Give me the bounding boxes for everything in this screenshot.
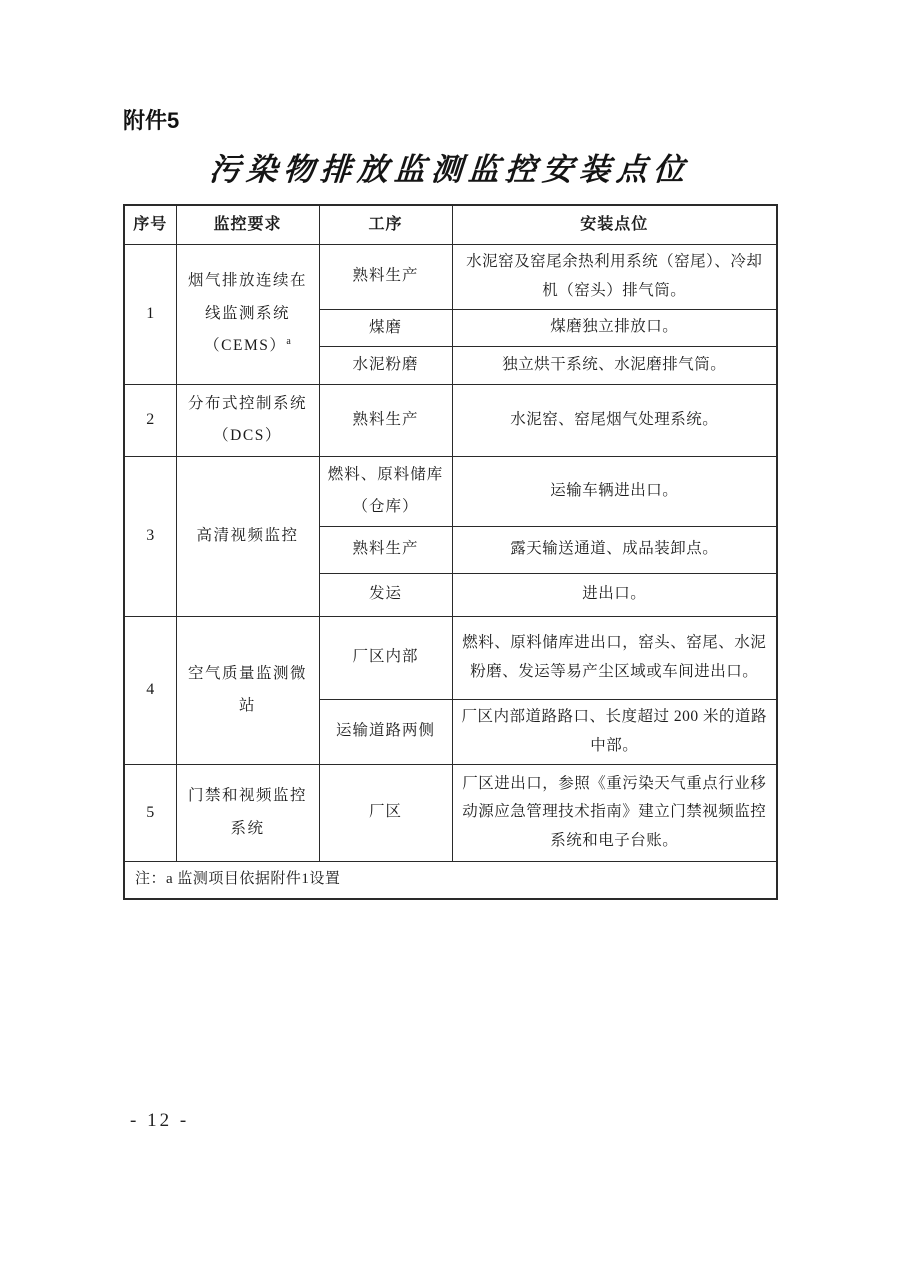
points-cell: 厂区内部道路路口、长度超过 200 米的道路中部。 [452, 699, 777, 764]
serial-cell-3: 3 [124, 456, 176, 616]
header-cell-points: 安装点位 [452, 205, 777, 244]
points-cell: 独立烘干系统、水泥磨排气筒。 [452, 347, 777, 385]
points-cell: 进出口。 [452, 573, 777, 616]
requirement-text: 门禁和视频监控系统 [187, 787, 307, 837]
attachment-label: 附件5 [123, 108, 180, 133]
process-cell: 水泥粉磨 [319, 347, 452, 385]
points-cell: 厂区进出口，参照《重污染天气重点行业移动源应急管理技术指南》建立门禁视频监控系统和电子台账。 [452, 764, 777, 861]
points-cell: 水泥窑及窑尾余热利用系统（窑尾）、冷却机（窑头）排气筒。 [452, 244, 777, 309]
process-cell: 运输道路两侧 [319, 699, 452, 764]
requirement-cell-5 [176, 764, 319, 861]
requirement-text: 烟气排放连续在线监测系统（CEMS） [187, 272, 307, 355]
requirement-footnote-marker: a [286, 336, 291, 348]
points-cell: 煤磨独立排放口。 [452, 309, 777, 347]
table-row [124, 764, 777, 861]
header-cell-requirement: 监控要求 [176, 205, 319, 244]
page-number: - 12 - [130, 1110, 190, 1131]
document-title: 污染物排放监测监控安装点位 [208, 152, 692, 187]
requirement-cell-1 [176, 244, 319, 384]
serial-cell-1: 1 [124, 244, 176, 384]
process-cell: 熟料生产 [319, 526, 452, 573]
table-row [124, 616, 777, 699]
table-row [124, 244, 777, 309]
table-row [124, 456, 777, 526]
serial-cell-4: 4 [124, 616, 176, 764]
monitoring-points-table [123, 204, 778, 900]
serial-cell-5: 5 [124, 764, 176, 861]
serial-cell-2: 2 [124, 384, 176, 456]
process-cell: 燃料、原料储库（仓库） [319, 456, 452, 526]
process-cell: 熟料生产 [319, 384, 452, 456]
table-header-row [124, 205, 777, 244]
requirement-cell-2 [176, 384, 319, 456]
process-cell: 厂区 [319, 764, 452, 861]
requirement-cell-3 [176, 456, 319, 616]
process-cell: 发运 [319, 573, 452, 616]
note-cell: 注：a 监测项目依据附件1设置 [124, 861, 777, 899]
requirement-text: 分布式控制系统（DCS） [187, 394, 307, 445]
points-cell: 运输车辆进出口。 [452, 456, 777, 526]
requirement-text: 高清视频监控 [196, 526, 299, 544]
points-cell: 水泥窑、窑尾烟气处理系统。 [452, 384, 777, 456]
requirement-cell-4 [176, 616, 319, 764]
requirement-text: 空气质量监测微站 [187, 664, 307, 715]
process-cell: 熟料生产 [319, 244, 452, 309]
table-row [124, 384, 777, 456]
table-note-row [124, 861, 777, 899]
points-cell: 燃料、原料储库进出口，窑头、窑尾、水泥粉磨、发运等易产尘区域或车间进出口。 [452, 616, 777, 699]
points-cell: 露天输送通道、成品装卸点。 [452, 526, 777, 573]
process-cell: 煤磨 [319, 309, 452, 347]
process-cell: 厂区内部 [319, 616, 452, 699]
header-cell-serial: 序号 [124, 205, 176, 244]
header-cell-process: 工序 [319, 205, 452, 244]
